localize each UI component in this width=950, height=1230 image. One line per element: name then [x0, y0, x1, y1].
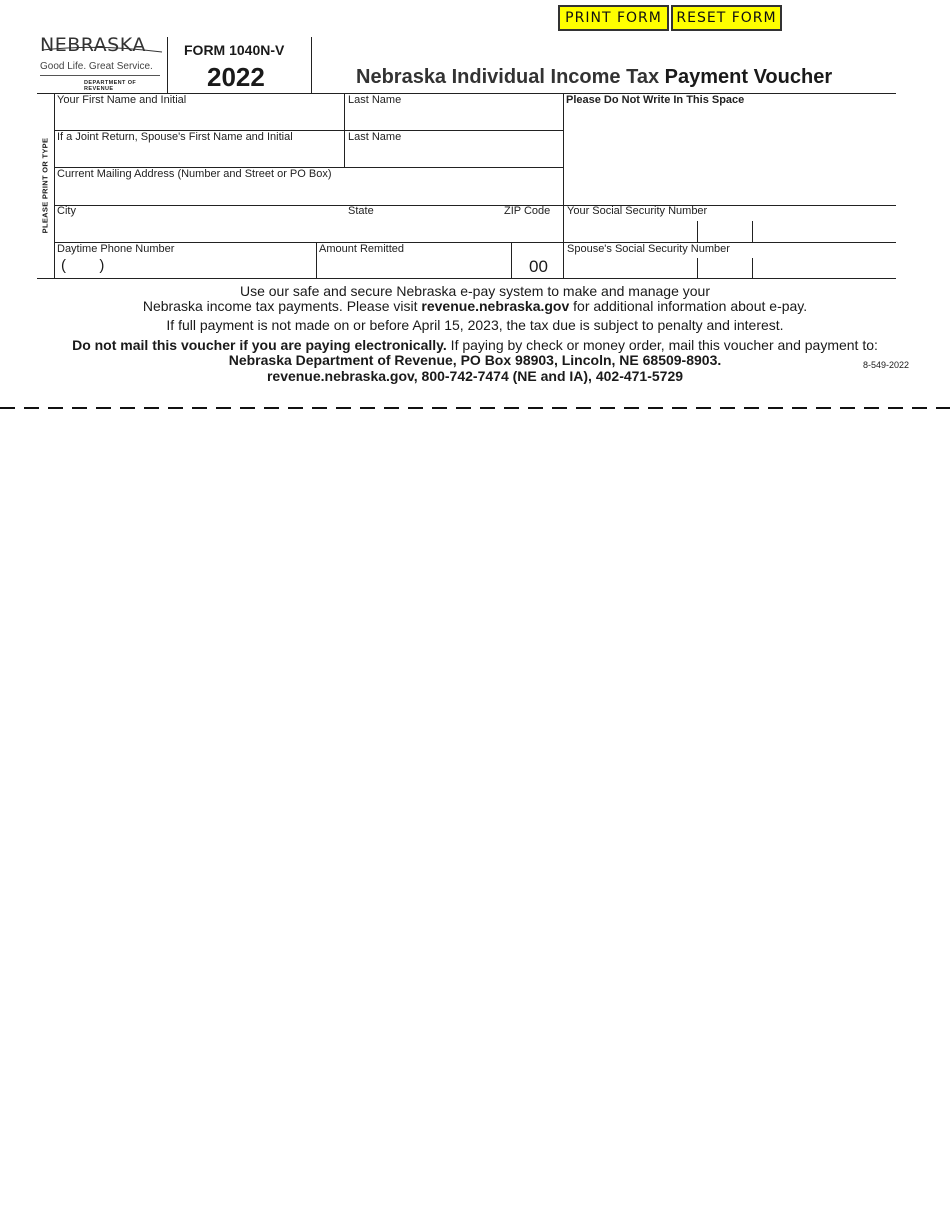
form-title	[356, 66, 832, 89]
form-year: 2022	[207, 62, 265, 92]
print-form-button[interactable]: PRINT FORM	[558, 5, 669, 31]
penalty-line: If full payment is not made on or before April 15, 2023, the tax due is subject to penalty and interest.	[166, 317, 784, 333]
cut-line-dash	[312, 407, 327, 409]
cut-line-dash	[456, 407, 471, 409]
cut-line-dash	[360, 407, 375, 409]
phone-input[interactable]	[120, 257, 314, 277]
cut-line-dash	[216, 407, 231, 409]
cut-line	[0, 400, 950, 416]
cut-line-dash	[240, 407, 255, 409]
title-bold: Payment Voucher	[664, 66, 833, 88]
cut-line-dash	[48, 407, 63, 409]
title-main: Nebraska Individual Income Tax	[356, 66, 660, 88]
logo-swoosh-icon	[40, 38, 165, 58]
state-input[interactable]	[346, 219, 446, 241]
cut-line-dash	[120, 407, 135, 409]
cut-line-dash	[192, 407, 207, 409]
cut-line-dash	[432, 407, 447, 409]
spouse-ssn-part3-input[interactable]	[754, 258, 894, 277]
spouse-last-name-label: Last Name	[348, 131, 402, 143]
cut-line-dash	[648, 407, 663, 409]
cut-line-dash	[480, 407, 495, 409]
cut-line-dash	[792, 407, 807, 409]
cut-line-dash	[672, 407, 687, 409]
state-label: State	[348, 205, 374, 217]
logo-department: DEPARTMENT OF REVENUE	[84, 80, 137, 92]
zip-label: ZIP Code	[504, 205, 551, 217]
spouse-last-name-input[interactable]	[346, 145, 561, 166]
reset-form-button[interactable]: RESET FORM	[671, 5, 782, 31]
amount-label: Amount Remitted	[319, 243, 404, 255]
city-input[interactable]	[56, 219, 342, 241]
cut-line-dash	[576, 407, 591, 409]
phone-label: Daytime Phone Number	[57, 243, 175, 255]
logo-tagline: Good Life. Great Service.	[40, 61, 153, 72]
cut-line-dash	[864, 407, 879, 409]
spouse-ssn-part1-input[interactable]	[565, 258, 696, 277]
cut-line-dash	[552, 407, 567, 409]
ssn-part3-input[interactable]	[754, 221, 894, 241]
spouse-ssn-part2-input[interactable]	[699, 258, 751, 277]
do-not-write-label: Please Do Not Write In This Space	[566, 94, 745, 106]
first-name-input[interactable]	[56, 108, 342, 129]
zip-input[interactable]	[450, 219, 561, 241]
last-name-label: Last Name	[348, 94, 402, 106]
cut-line-dash	[504, 407, 519, 409]
cut-line-dash	[384, 407, 399, 409]
cut-line-dash	[72, 407, 87, 409]
epay-line-2: Nebraska income tax payments. Please visit revenue.nebraska.gov for additional information about e-pay.	[142, 298, 808, 314]
logo-wordmark: NEBRASKA	[40, 34, 146, 56]
cut-line-dash	[408, 407, 423, 409]
epay-line-1: Use our safe and secure Nebraska e-pay system to make and manage your	[239, 283, 711, 299]
cut-line-dash	[768, 407, 783, 409]
cut-line-dash	[720, 407, 735, 409]
cut-line-dash	[0, 407, 15, 409]
form-number: FORM 1040N-V	[184, 42, 285, 58]
first-name-label: Your First Name and Initial	[57, 94, 187, 106]
spouse-first-name-label: If a Joint Return, Spouse's First Name and Initial	[57, 131, 293, 143]
cut-line-dash	[168, 407, 183, 409]
spouse-ssn-label: Spouse's Social Security Number	[567, 243, 730, 255]
cut-line-dash	[912, 407, 927, 409]
ssn-label: Your Social Security Number	[567, 205, 708, 217]
nebraska-logo	[40, 34, 165, 90]
mailing-address: Nebraska Department of Revenue, PO Box 98903, Lincoln, NE 68509-8903.	[228, 352, 722, 368]
cut-line-dash	[264, 407, 279, 409]
epay-link[interactable]: revenue.nebraska.gov	[421, 298, 570, 314]
cut-line-dash	[144, 407, 159, 409]
cut-line-dash	[696, 407, 711, 409]
cut-line-dash	[816, 407, 831, 409]
address-input[interactable]	[56, 182, 561, 204]
amount-input[interactable]	[318, 257, 509, 277]
address-label: Current Mailing Address (Number and Street or PO Box)	[57, 168, 332, 180]
amount-cents: 00	[529, 257, 548, 276]
cut-line-dash	[96, 407, 111, 409]
ssn-part1-input[interactable]	[565, 221, 696, 241]
last-name-input[interactable]	[346, 108, 561, 129]
cut-line-dash	[600, 407, 615, 409]
mail-line: Do not mail this voucher if you are paying electronically. If paying by check or money order, mail this voucher and payment to:	[72, 337, 878, 353]
spouse-first-name-input[interactable]	[56, 145, 342, 166]
cut-line-dash	[624, 407, 639, 409]
cut-line-dash	[528, 407, 543, 409]
form-code: 8-549-2022	[863, 360, 910, 370]
ssn-part2-input[interactable]	[699, 221, 751, 241]
cut-line-dash	[288, 407, 303, 409]
cut-line-dash	[336, 407, 351, 409]
cut-line-dash	[936, 407, 950, 409]
cut-line-dash	[744, 407, 759, 409]
phone-parentheses: ( )	[61, 257, 105, 274]
city-label: City	[57, 205, 76, 217]
cut-line-dash	[888, 407, 903, 409]
cut-line-dash	[840, 407, 855, 409]
contact-line: revenue.nebraska.gov, 800-742-7474 (NE and IA), 402-471-5729	[266, 368, 684, 384]
cut-line-dash	[24, 407, 39, 409]
